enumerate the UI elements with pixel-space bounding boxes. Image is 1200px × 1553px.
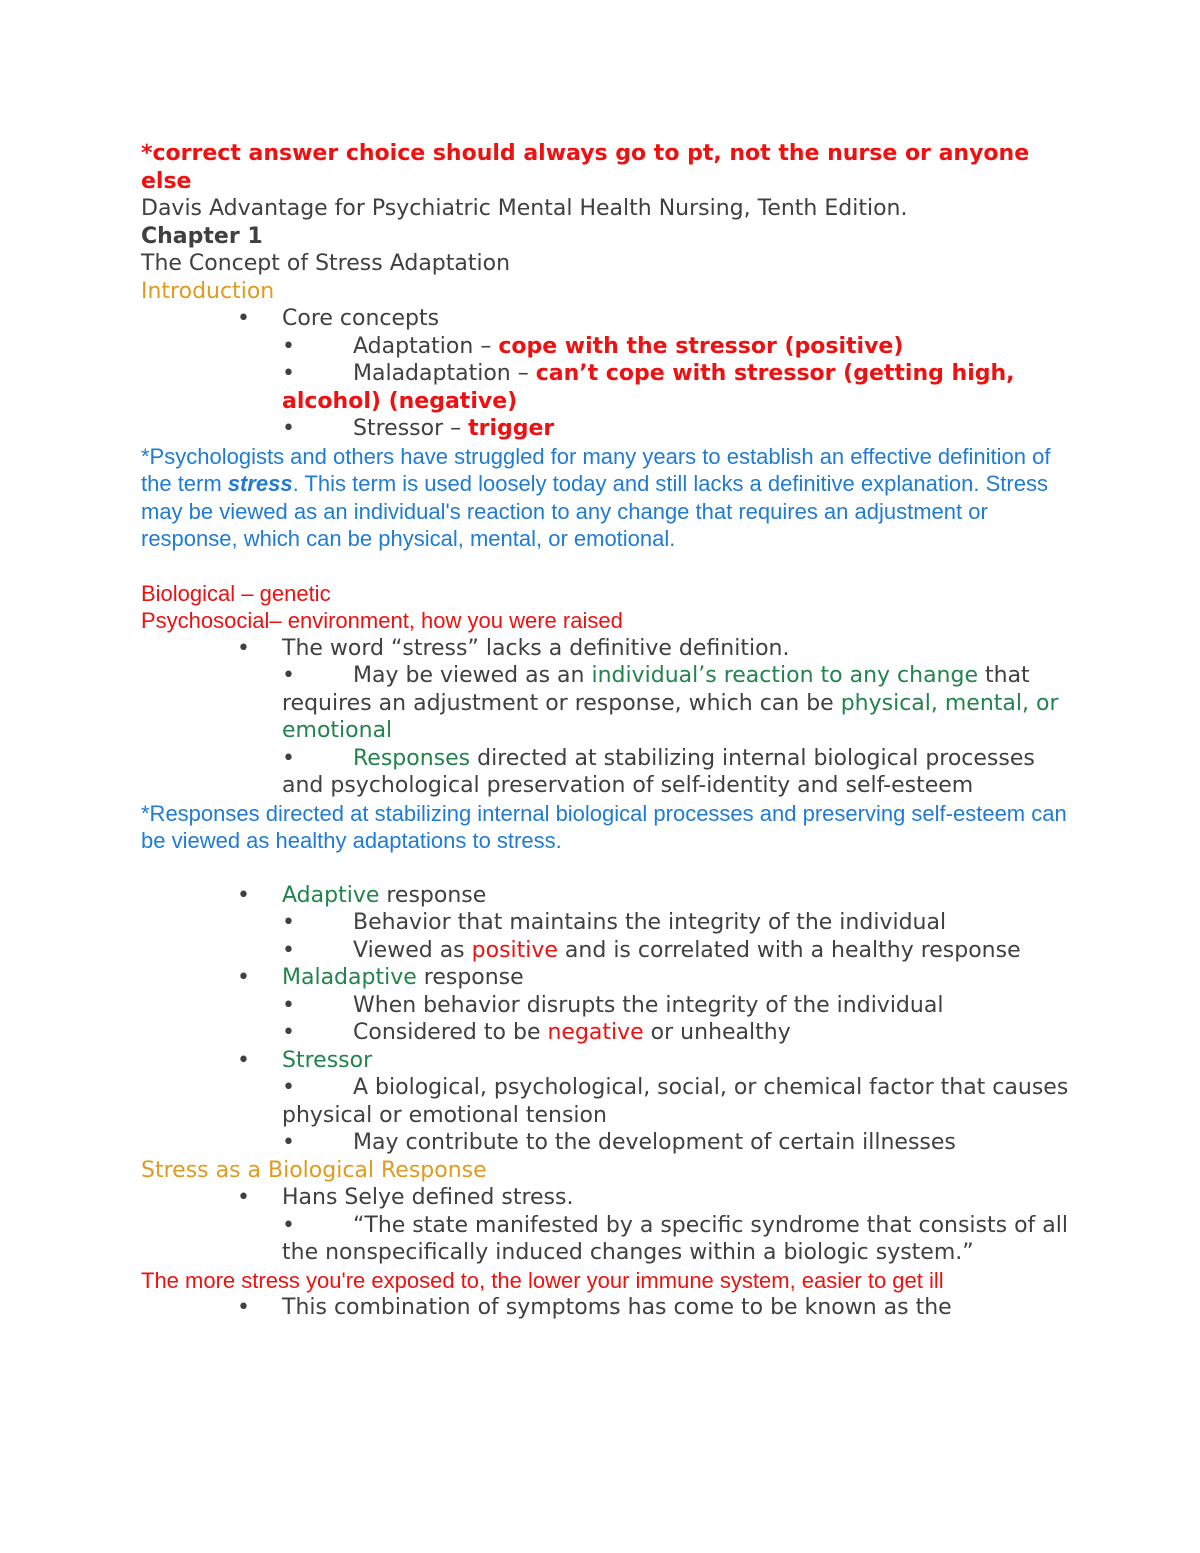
maladaptive-label: response [416, 965, 524, 990]
maladaptive-sub2-text: Considered to be [353, 1020, 548, 1045]
psychosocial-note: Psychosocial– environment, how you were raised [141, 608, 623, 633]
maladaptive-term: Maladaptive [282, 965, 417, 990]
adaptive-term: Adaptive [282, 882, 380, 908]
stressor-term: Stressor [282, 1047, 373, 1073]
adaptive-sub2-text: and is correlated with a healthy response [557, 937, 1021, 963]
introduction-heading: Introduction [141, 278, 275, 304]
list-item-stressor-sub1 [141, 1074, 1071, 1129]
stress-note-text: . This term is used loosely today and still lacks a definitive explanation. Stress may be viewed as an individual's reaction to any change that requires an adjustment or response, which can be physical, mental, or emotional. [141, 471, 1048, 551]
viewed-highlight: individual’s reaction to any change [591, 663, 978, 688]
stressor-concept-term: Stressor – [353, 416, 469, 441]
responses-term: Responses [353, 745, 471, 771]
bullet-icon: • [282, 992, 295, 1018]
bullet-icon: • [282, 1212, 295, 1238]
bullet-icon: • [237, 1047, 250, 1073]
bullet-icon: • [282, 1075, 295, 1100]
list-item-maladaptive-sub1 [141, 992, 1071, 1020]
adaptive-sub1-text: Behavior that maintains the integrity of the individual [353, 910, 947, 935]
bullet-icon: • [237, 882, 250, 908]
negative-highlight: negative [547, 1020, 644, 1045]
spacer [141, 553, 1071, 580]
list-item-combination [141, 1294, 1071, 1322]
maladaptation-note: can’t cope with stressor (getting high, alcohol) (negative) [282, 361, 1015, 414]
responses-text: directed at stabilizing internal biological processes and psychological preservation of self-identity and self-esteem [282, 745, 1035, 798]
spacer [141, 855, 1071, 882]
top-note: *correct answer choice should always go to pt, not the nurse or anyone else [141, 141, 1030, 194]
document-page [141, 140, 1071, 1322]
bullet-icon: • [282, 1020, 295, 1045]
adaptive-sub2-text: Viewed as [353, 937, 472, 963]
viewed-text: that requires an adjustment or response, which can be [282, 663, 1030, 716]
bullet-icon: • [237, 306, 250, 331]
adaptation-term: Adaptation – [353, 333, 499, 359]
list-item-adaptation [141, 333, 1071, 361]
bullet-icon: • [282, 333, 295, 359]
list-item-selye-quote [141, 1212, 1071, 1267]
bullet-icon: • [237, 1185, 250, 1210]
maladaptation-term: Maladaptation – [353, 361, 536, 386]
responses-note: *Responses directed at stabilizing internal biological processes and preserving self-esteem can be viewed as healthy adaptations to stress. [141, 800, 1067, 853]
stressor-concept-note: trigger [468, 416, 555, 441]
list-item-adaptive-sub2 [141, 937, 1071, 965]
list-item-stressor-sub2 [141, 1129, 1071, 1157]
biological-response-heading: Stress as a Biological Response [141, 1157, 487, 1183]
list-item-adaptive-response [141, 882, 1071, 910]
combination-text: This combination of symptoms has come to be known as the [282, 1295, 952, 1320]
biological-note: Biological – genetic [141, 580, 331, 606]
bullet-icon: • [237, 1295, 250, 1320]
bullet-icon: • [282, 1130, 295, 1155]
bullet-icon: • [237, 635, 250, 661]
bullet-icon: • [282, 416, 295, 441]
bullet-icon: • [282, 937, 295, 963]
maladaptive-sub2-text: or unhealthy [643, 1020, 791, 1045]
stress-note-text: *Psychologists and others have struggled for many years to establish an effective definition of the term [141, 443, 1051, 496]
selye-label: Hans Selye defined stress. [282, 1185, 574, 1210]
viewed-text: May be viewed as an [353, 663, 592, 688]
stress-definition-note [141, 443, 1071, 553]
viewed-highlight: physical, mental, or emotional [282, 690, 1059, 743]
list-item-selye [141, 1184, 1071, 1212]
book-title: Davis Advantage for Psychiatric Mental Health Nursing, Tenth Edition. [141, 196, 908, 221]
list-item-stress-word [141, 635, 1071, 663]
list-item-stressor-concept [141, 415, 1071, 443]
bullet-icon: • [282, 361, 295, 386]
stressor-sub2-text: May contribute to the development of certain illnesses [353, 1130, 956, 1155]
list-item-maladaptive-response [141, 964, 1071, 992]
adaptation-note: cope with the stressor (positive) [498, 333, 904, 359]
stressor-sub1-text: A biological, psychological, social, or chemical factor that causes physical or emotional tension [282, 1075, 1069, 1128]
bullet-icon: • [282, 663, 295, 688]
bullet-icon: • [282, 910, 295, 935]
list-item-maladaptive-sub2 [141, 1019, 1071, 1047]
core-concepts-label: Core concepts [282, 306, 440, 331]
stress-term: stress [227, 471, 293, 496]
selye-quote: “The state manifested by a specific syndrome that consists of all the nonspecifically induced changes within a biologic system.” [282, 1212, 1068, 1265]
immune-note: The more stress you're exposed to, the lower your immune system, easier to get ill [141, 1267, 944, 1293]
stress-word-label: The word “stress” lacks a definitive definition. [282, 635, 790, 661]
adaptive-label: response [379, 882, 487, 908]
bullet-icon: • [237, 965, 250, 990]
list-item-viewed-as [141, 662, 1071, 745]
bullet-icon: • [282, 745, 295, 771]
list-item-adaptive-sub1 [141, 909, 1071, 937]
list-item-core-concepts [141, 305, 1071, 333]
positive-highlight: positive [471, 937, 558, 963]
list-item-maladaptation [141, 360, 1071, 415]
chapter-title: The Concept of Stress Adaptation [141, 251, 511, 276]
chapter-heading: Chapter 1 [141, 223, 263, 249]
list-item-stressor [141, 1047, 1071, 1075]
list-item-responses [141, 745, 1071, 800]
maladaptive-sub1-text: When behavior disrupts the integrity of the individual [353, 992, 944, 1018]
